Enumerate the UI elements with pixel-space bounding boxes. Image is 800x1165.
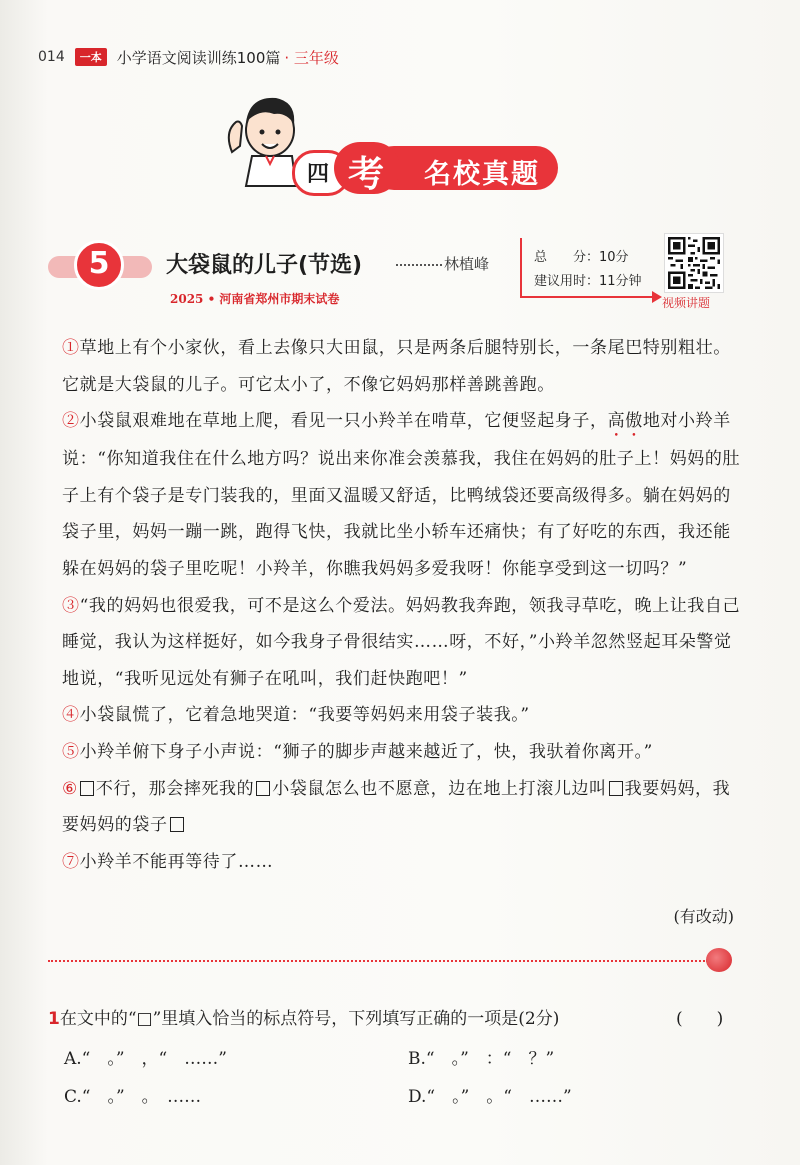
- grade-label: · 三年级: [284, 48, 339, 67]
- blank-box[interactable]: [256, 781, 270, 796]
- banner-big-circle: [334, 142, 400, 194]
- score-info-box: [520, 238, 652, 298]
- time-label: 建议用时：11分钟: [534, 274, 642, 289]
- paragraph-7: [62, 844, 742, 881]
- banner-text: 名校真题: [424, 159, 540, 190]
- section-divider: [48, 960, 708, 962]
- para-text: “我的妈妈也很爱我，可不是这么个爱法。妈妈教我奔跑，领我寻草吃，晚上让我自己睡觉，我认为这样挺好，如今我身子骨很结实……呀，不好，”小羚羊忽然竖起耳朵警觉地说，“我听见远处有狮子在吼叫，我们赶快跑吧！”: [62, 595, 741, 689]
- para-number: ③: [62, 595, 80, 616]
- page-number: 014: [38, 49, 65, 65]
- paragraph-3: [62, 588, 742, 698]
- article-number-badge: [44, 240, 156, 290]
- qr-code-icon[interactable]: [664, 233, 724, 293]
- para-number: ④: [62, 705, 80, 726]
- score-label: 总 分：10分: [534, 250, 629, 265]
- para-text: 小羚羊俯下身子小声说：“狮子的脚步声越来越近了，快，我驮着你离开。”: [79, 741, 653, 762]
- answer-paren[interactable]: ( ): [676, 1009, 724, 1029]
- banner-num-char: 四: [307, 162, 330, 187]
- series-title: 小学语文阅读训练100篇: [116, 48, 281, 67]
- para-number: ⑥: [62, 778, 78, 799]
- option-c[interactable]: C.“ 。” 。 ……: [64, 1087, 202, 1107]
- question-stem: 在文中的“□”里填入恰当的标点符号，下列填写正确的一项是(2分): [59, 1009, 560, 1029]
- arrow-icon: [652, 291, 662, 303]
- article-source: 2025 • 河南省郑州市期末试卷: [170, 292, 340, 306]
- option-a[interactable]: A.“ 。” ，“ ……”: [64, 1049, 227, 1069]
- article-title: 大袋鼠的儿子(节选): [166, 253, 363, 278]
- reading-passage: [62, 330, 742, 880]
- section-banner: [272, 140, 562, 198]
- option-d[interactable]: D.“ 。” 。“ ……”: [408, 1087, 572, 1107]
- para-text: 小羚羊不能再等待了……: [79, 851, 274, 872]
- paragraph-5: [62, 734, 742, 771]
- blank-box[interactable]: [170, 817, 184, 832]
- para-text: 地对小羚羊说：“你知道我住在什么地方吗？说出来你准会羡慕我，我住在妈妈的肚子上！妈妈的肚子上有个袋子是专门装我的，里面又温暖又舒适，比鸭绒袋还要高级得多。躺在妈妈的袋子里，妈妈一蹦一跳，跑得飞快，我就比坐小轿车还痛快；有了好吃的东西，我还能躲在妈妈的袋子里吃呢！小羚羊，你瞧我妈妈多爱我呀！你能享受到这一切吗？”: [62, 411, 741, 579]
- brand-logo: 一本: [75, 48, 107, 66]
- para-number: ①: [62, 338, 80, 358]
- question-number: 1: [48, 1009, 60, 1029]
- adaptation-note: (有改动): [673, 907, 734, 926]
- article-author: 林植峰: [444, 255, 490, 273]
- badge-circle: [74, 240, 124, 290]
- para-text: 小袋鼠艰难地在草地上爬，看见一只小羚羊在啃草，它便竖起身子，: [79, 411, 608, 432]
- banner-big-char: 考: [348, 154, 385, 195]
- paragraph-1: [62, 330, 742, 403]
- para-text: 小袋鼠慌了，它着急地哭道：“我要等妈妈来用袋子装我。”: [79, 705, 530, 726]
- blank-box[interactable]: [80, 781, 94, 796]
- para-text: 草地上有个小家伙，看上去像只大田鼠，只是两条后腿特别长，一条尾巴特别粗壮。它就是大袋鼠的儿子。可它太小了，不像它妈妈那样善跳善跑。: [62, 338, 731, 395]
- qr-label: 视频讲题: [662, 296, 711, 310]
- option-b[interactable]: B.“ 。” ：“ ？”: [408, 1049, 555, 1069]
- paragraph-2: [62, 403, 742, 587]
- para-text: 小袋鼠怎么也不愿意，边在地上打滚儿边叫: [272, 778, 607, 799]
- emphasized-word: 高傲: [607, 411, 643, 432]
- yarn-ball-icon: [706, 948, 732, 972]
- blank-box[interactable]: [609, 781, 623, 796]
- para-number: ⑤: [62, 741, 80, 762]
- title-leader-dots: [396, 264, 442, 266]
- para-text: 我要妈妈，我要妈妈的袋子: [62, 778, 731, 836]
- paragraph-4: [62, 697, 742, 734]
- para-number: ⑦: [62, 851, 80, 872]
- article-number: 5: [88, 246, 110, 281]
- running-header: [38, 46, 339, 68]
- para-number: ②: [62, 411, 80, 432]
- question-1: [48, 1004, 559, 1029]
- para-text: 不行，那会摔死我的: [95, 778, 255, 799]
- paragraph-6: [62, 771, 742, 844]
